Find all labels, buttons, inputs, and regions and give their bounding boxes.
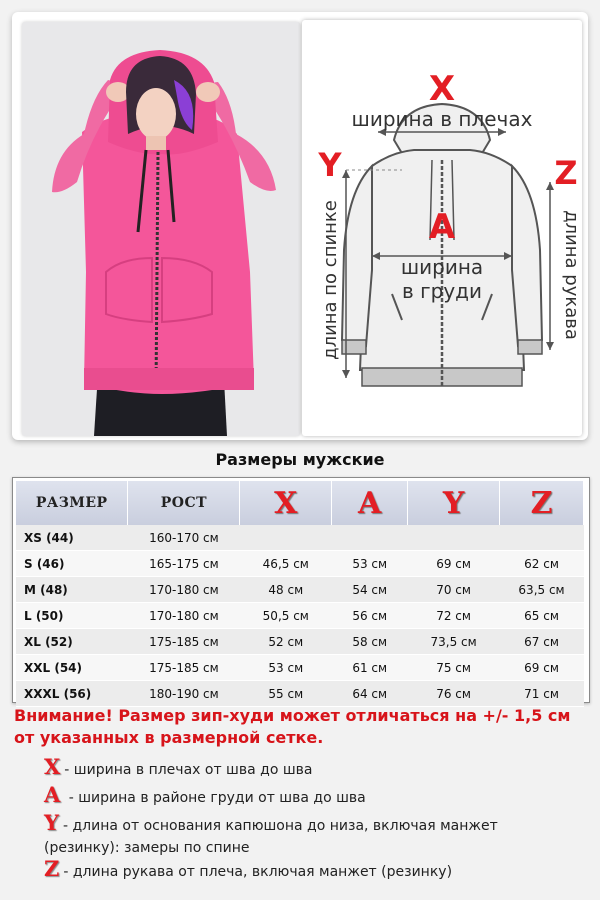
diagram-back-label: длина по спинке [320,200,341,360]
table-title: Размеры мужские [215,450,385,469]
cell-z: 65 см [500,603,584,629]
header-z: Z [500,481,584,525]
cell-height: 165-175 см [128,551,240,577]
legend-item-y [44,812,544,859]
table-row [16,603,584,629]
cell-size: XL (52) [16,629,128,655]
cell-z: 62 см [500,551,584,577]
product-photo [22,22,300,436]
size-table [16,481,584,707]
diagram-letter-x: X [428,69,456,109]
cell-a: 61 см [332,655,408,681]
legend-letter-y: Y [44,810,59,835]
cell-a: 64 см [332,681,408,707]
cell-size: S (46) [16,551,128,577]
header-size: РАЗМЕР [16,481,128,525]
diagram-chest-label-2: в груди [401,279,483,303]
legend-item-z [44,858,544,883]
cell-z: 67 см [500,629,584,655]
table-row [16,551,584,577]
cell-a: 58 см [332,629,408,655]
legend-text-a: - ширина в районе груди от шва до шва [64,790,366,806]
cell-height: 175-185 см [128,629,240,655]
legend-text-z: - длина рукава от плеча, включая манжет (резинку) [63,864,453,880]
size-table-container [12,477,590,703]
table-row [16,681,584,707]
cell-x: 48 см [240,577,332,603]
cell-z: 63,5 см [500,577,584,603]
cell-height: 175-185 см [128,655,240,681]
cell-x: 55 см [240,681,332,707]
size-warning: Внимание! Размер зип-худи может отличаться на +/- 1,5 см от указанных в размерной сетке. [14,706,571,747]
legend-item-x [44,756,544,781]
cell-z: 69 см [500,655,584,681]
legend-letter-a: A [44,782,61,807]
cell-x: 52 см [240,629,332,655]
diagram-letter-y: Y [318,146,342,184]
cell-height: 170-180 см [128,603,240,629]
cell-x [240,525,332,551]
table-row [16,655,584,681]
legend-letter-z: Z [44,856,60,881]
cell-height: 170-180 см [128,577,240,603]
cell-size: XS (44) [16,525,128,551]
table-header-row [16,481,584,525]
cell-y: 72 см [408,603,500,629]
cell-y: 76 см [408,681,500,707]
diagram-chest-label-1: ширина [400,255,484,279]
header-x: X [240,481,332,525]
cell-z [500,525,584,551]
table-row [16,525,584,551]
legend-text-y: - длина от основания капюшона до низа, включая манжет (резинку): замеры по спине [44,818,498,856]
cell-z: 71 см [500,681,584,707]
diagram-shoulder-label: ширина в плечах [351,107,533,131]
cell-size: L (50) [16,603,128,629]
cell-size: M (48) [16,577,128,603]
cell-a [332,525,408,551]
legend-letter-x: X [44,754,61,779]
table-row [16,629,584,655]
cell-y: 70 см [408,577,500,603]
table-row [16,577,584,603]
cell-a: 54 см [332,577,408,603]
legend-text-x: - ширина в плечах от шва до шва [64,762,313,778]
model-illustration [22,22,300,436]
diagram-letter-z: Z [554,154,578,192]
cell-x: 50,5 см [240,603,332,629]
cell-height: 180-190 см [128,681,240,707]
cell-size: XXL (54) [16,655,128,681]
cell-a: 56 см [332,603,408,629]
cell-size: XXXL (56) [16,681,128,707]
header-y: Y [408,481,500,525]
cell-y: 73,5 см [408,629,500,655]
measurement-diagram [302,20,582,436]
top-card [12,12,588,440]
cell-x: 46,5 см [240,551,332,577]
cell-y: 69 см [408,551,500,577]
header-a: A [332,481,408,525]
diagram-letter-a: A [428,207,456,247]
legend-item-a [44,784,544,809]
hoodie-diagram [302,20,582,436]
header-height: РОСТ [128,481,240,525]
diagram-sleeve-label: длина рукава [561,210,582,340]
cell-x: 53 см [240,655,332,681]
cell-y [408,525,500,551]
cell-a: 53 см [332,551,408,577]
cell-y: 75 см [408,655,500,681]
cell-height: 160-170 см [128,525,240,551]
